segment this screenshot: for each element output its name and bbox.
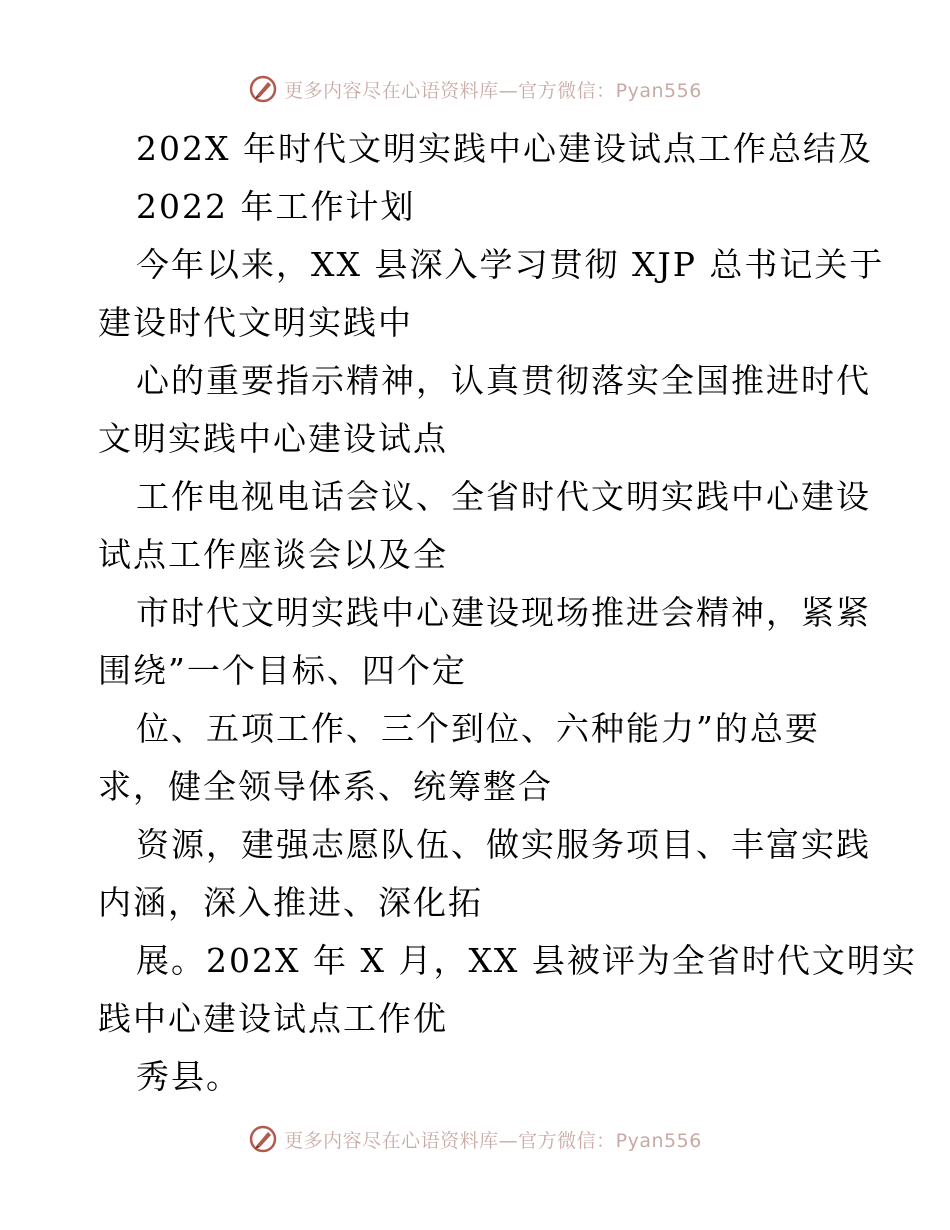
pen-logo-icon <box>248 74 278 104</box>
document-text-line: 践中心建设试点工作优 <box>98 999 448 1038</box>
watermark-text: 更多内容尽在心语资料库—官方微信：Pyan556 <box>284 79 702 102</box>
document-text-line: 展。202X 年 X 月，XX 县被评为全省时代文明实 <box>136 941 917 980</box>
document-title-line-1: 202X 年时代文明实践中心建设试点工作总结及 <box>136 129 873 168</box>
document-text-line: 心的重要指示精神，认真贯彻落实全国推进时代 <box>136 361 871 400</box>
document-text-line: 秀县。 <box>136 1057 241 1096</box>
document-paragraph <box>98 236 917 1106</box>
document-text-line: 工作电视电话会议、全省时代文明实践中心建设 <box>136 477 871 516</box>
document-text-line: 内涵，深入推进、深化拓 <box>98 883 483 922</box>
document-text-line: 求，健全领导体系、统筹整合 <box>98 767 553 806</box>
document-body <box>98 120 917 1106</box>
pen-logo-icon <box>248 1124 278 1154</box>
document-text-line: 今年以来，XX 县深入学习贯彻 XJP 总书记关于 <box>136 245 885 284</box>
document-text-line: 资源，建强志愿队伍、做实服务项目、丰富实践 <box>136 825 871 864</box>
footer-watermark <box>0 1122 950 1156</box>
document-text-line: 建设时代文明实践中 <box>98 303 413 342</box>
document-text-line: 围绕”一个目标、四个定 <box>98 651 467 690</box>
document-text-line: 位、五项工作、三个到位、六种能力”的总要 <box>136 709 820 748</box>
document-text-line: 市时代文明实践中心建设现场推进会精神，紧紧 <box>136 593 871 632</box>
header-watermark <box>0 72 950 106</box>
document-text-line: 试点工作座谈会以及全 <box>98 535 448 574</box>
document-text-line: 文明实践中心建设试点 <box>98 419 448 458</box>
document-title-line-2: 2022 年工作计划 <box>136 187 416 226</box>
watermark-text: 更多内容尽在心语资料库—官方微信：Pyan556 <box>284 1129 702 1152</box>
